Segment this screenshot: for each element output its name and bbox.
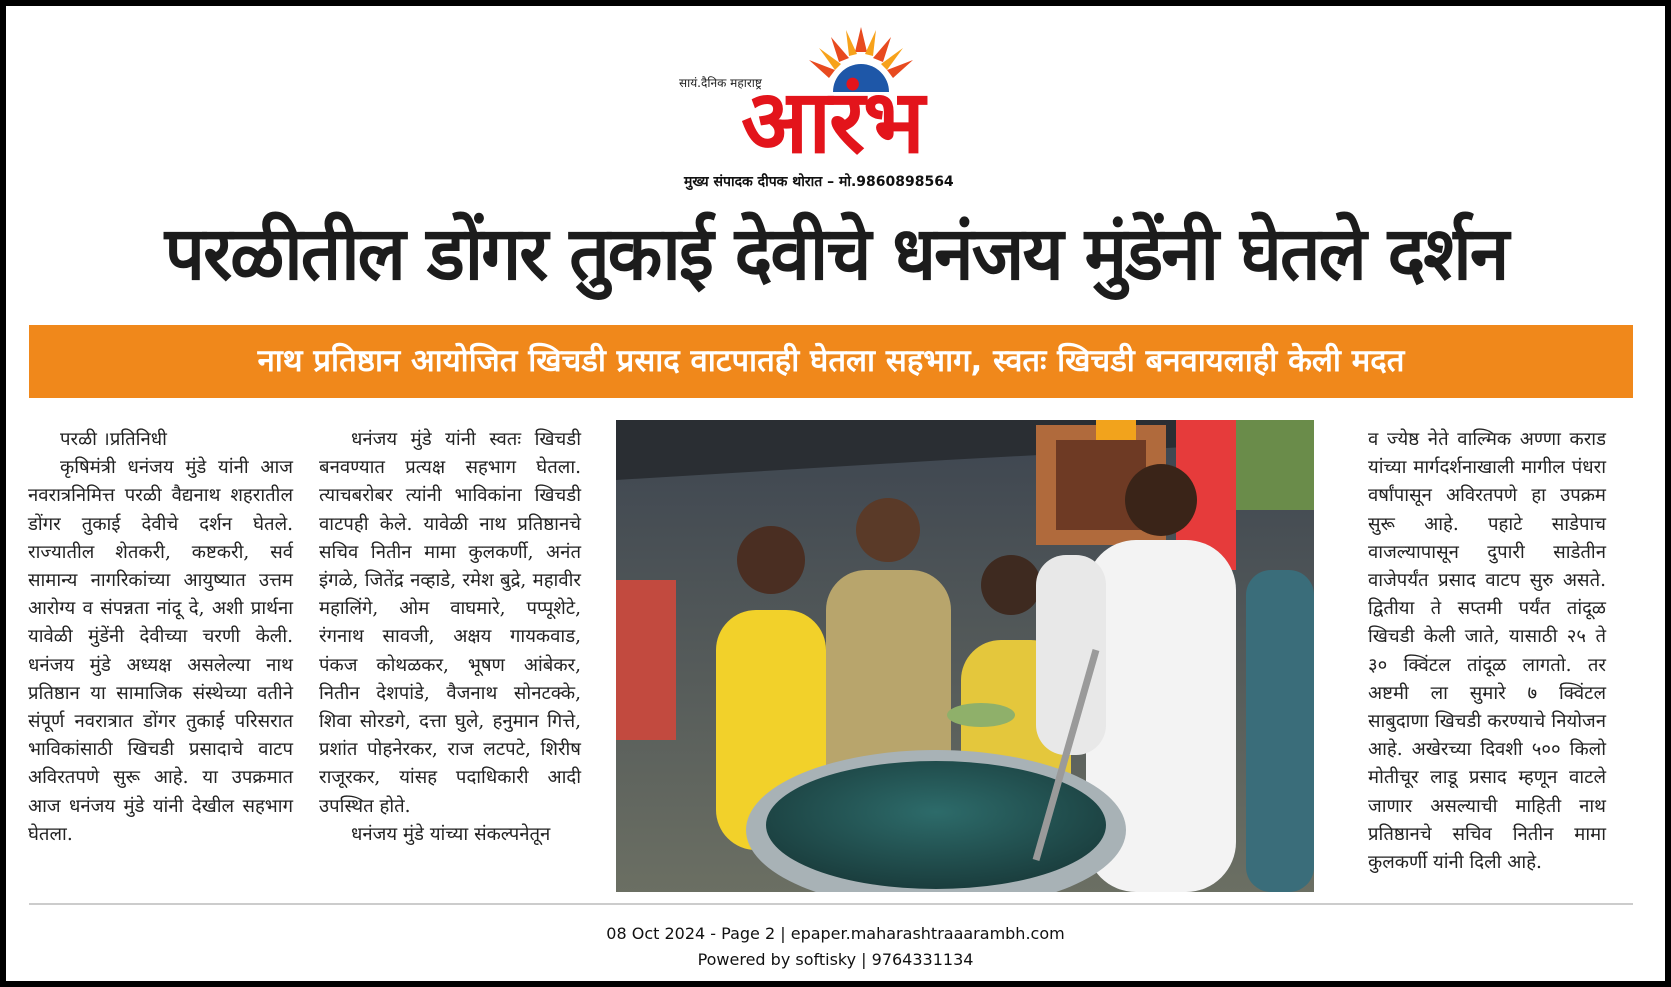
article-column-2	[319, 426, 581, 849]
khichdi-distribution-photo	[616, 420, 1314, 892]
column-2-text: धनंजय मुंडे यांनी स्वतः खिचडी बनवण्यात प्रत्यक्ष सहभाग घेतला. त्याचबरोबर त्यांनी भाविकांना खिचडी वाटपही केले. यावेळी नाथ प्रतिष्ठानचे सचिव नितीन मामा कुलकर्णी, अनंत इंगळे, जितेंद्र नव्हाडे, रमेश बुद्रे, महावीर महालिंगे, ओम वाघमारे, पप्पूशेटे, रंगनाथ सावजी, अक्षय गायकवाड, पंकज कोथळकर, भूषण आंबेकर, नितीन देशपांडे, वैजनाथ सोनटक्के, शिवा सोरडगे, दत्ता घुले, हनुमान गित्ते, प्रशांत पोहनेरकर, राज लटपटे, शिरीष राजूरकर, यांसह पदाधिकारी आदी उपस्थित होते.	[319, 429, 581, 817]
masthead	[666, 22, 1006, 192]
footer-date-page-url: 08 Oct 2024 - Page 2 | epaper.maharashtraaarambh.com	[606, 924, 1065, 943]
article-column-1	[28, 426, 293, 849]
editor-contact: मुख्य संपादक दीपक थोरात – मो.9860898564	[684, 174, 954, 190]
column-1-text: कृषिमंत्री धनंजय मुंडे यांनी आज नवरात्रनिमित्त परळी वैद्यनाथ शहरातील डोंगर तुकाई देवीचे दर्शन घेतले. राज्यातील शेतकरी, कष्टकरी, सर्व सामान्य नागरिकांच्या आयुष्यात उत्तम आरोग्य व संपन्नता नांदू दे, अशी प्रार्थना यावेळी मुंडेंनी देवीच्या चरणी केली. धनंजय मुंडे अध्यक्ष असलेल्या नाथ प्रतिष्ठान या सामाजिक संस्थेच्या वतीने संपूर्ण नवरात्रात डोंगर तुकाई परिसरात भाविकांसाठी खिचडी प्रसादाचे वाटप अविरतपणे सुरू आहे. या उपक्रमात आज धनंजय मुंडे यांनी देखील सहभाग घेतला.	[28, 457, 293, 845]
dateline: परळी ।प्रतिनिधी	[60, 429, 167, 450]
epaper-page	[6, 6, 1665, 981]
newspaper-logo-title: आरंभ	[741, 70, 923, 173]
article-headline: परळीतील डोंगर तुकाई देवीचे धनंजय मुंडेंनी घेतले दर्शन	[164, 211, 1508, 297]
column-3-text: व ज्येष्ठ नेते वाल्मिक अण्णा कराड यांच्या मार्गदर्शनाखाली मागील पंधरा वर्षांपासून अविरतपणे हा उपक्रम सुरू आहे. पहाटे साडेपाच वाजल्यापासून दुपारी साडेतीन वाजेपर्यंत प्रसाद वाटप सुरु असते. द्वितीया ते सप्तमी पर्यंत तांदूळ खिचडी केली जाते, यासाठी २५ ते ३० क्विंटल तांदूळ लागतो. तर अष्टमी ला सुमारे ७ क्विंटल साबुदाणा खिचडी करण्याचे नियोजन आहे. अखेरच्या दिवशी ५०० किलो मोतीचूर लाडू प्रसाद म्हणून वाटले जाणार असल्याची माहिती नाथ प्रतिष्ठानचे सचिव नितीन मामा कुलकर्णी यांनी दिली आहे.	[1368, 429, 1606, 874]
article-column-3	[1368, 426, 1606, 877]
article-subheadline: नाथ प्रतिष्ठान आयोजित खिचडी प्रसाद वाटपातही घेतला सहभाग, स्वतः खिचडी बनवायलाही केली मदत	[29, 325, 1633, 398]
column-2-tail: धनंजय मुंडे यांच्या संकल्पनेतून	[351, 823, 551, 845]
masthead-tagline: सायं.दैनिक महाराष्ट्र	[679, 76, 762, 90]
article-photo	[616, 420, 1314, 892]
footer-powered-by: Powered by softisky | 9764331134	[697, 950, 974, 969]
footer-divider	[29, 903, 1633, 905]
